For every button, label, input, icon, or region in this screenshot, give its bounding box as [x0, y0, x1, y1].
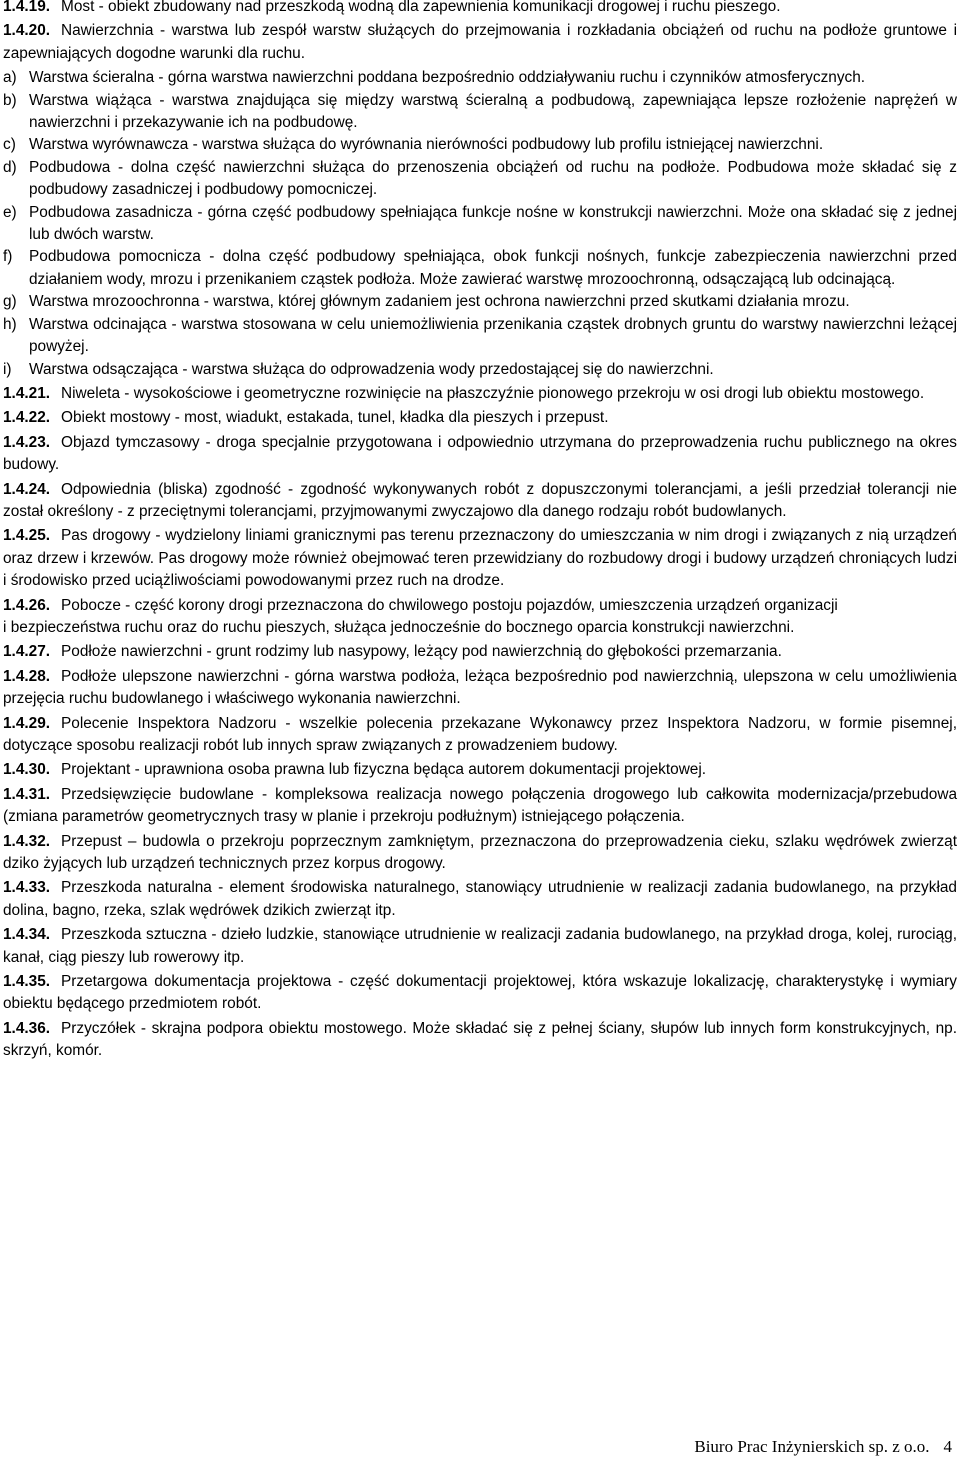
definition-text: - most, wiadukt, estakada, tunel, kładka dla pieszych i przepust.: [170, 409, 609, 427]
sublist-item: [3, 246, 957, 291]
definition-text: - część korony drogi przeznaczona do chwilowego postoju pojazdów, umieszczenia urządzeń organizacji: [120, 596, 838, 614]
definition-text: - obiekt zbudowany nad przeszkodą wodną dla zapewnienia komunikacji drogowej i ruchu pieszego.: [94, 0, 781, 15]
sublist-label: a): [3, 69, 17, 87]
definition-text: - kompleksowa realizacja nowego połączenia drogowego lub całkowita modernizacja/przebudowa (zmiana parametrów geometrycznych trasy w planie i przekroju podłużnym) istniejącego połączenia.: [3, 785, 958, 826]
sublist-label: g): [3, 293, 17, 311]
sublist-text: Podbudowa pomocnicza - dolna część podbudowy spełniająca, obok funkcji nośnych, funkcje zabezpieczenia nawierzchni przed działaniem wody, mrozu i przenikaniem cząstek podłoża. Może zawierać warstwę mrozoochronną, odsączającą lub odcinającą.: [29, 248, 957, 288]
definition-1-4-31: [3, 784, 957, 829]
definition-term: Niweleta: [61, 384, 121, 402]
definition-number: 1.4.24.: [3, 480, 51, 498]
sublist-text: Warstwa ścieralna - górna warstwa nawierzchni poddana bezpośrednio oddziaływaniu ruchu i czynników atmosferycznych.: [29, 69, 866, 87]
definition-text: - skrajna podpora obiektu mostowego. Może składać się z pełnej ściany, słupów lub innych form konstrukcyjnych, np. skrzyń, komór.: [3, 1019, 957, 1060]
definition-1-4-33: [3, 877, 957, 922]
sublist-item: [3, 314, 957, 359]
sublist-label: c): [3, 136, 16, 154]
definition-term: Przedsięwzięcie budowlane: [61, 785, 254, 803]
sublist-label: b): [3, 91, 17, 109]
sublist-nawierzchnia: [3, 67, 957, 381]
sublist-label: h): [3, 315, 17, 333]
definition-text: - zgodność wykonywanych robót z dopuszczonymi tolerancjami, a jeśli przedział tolerancji nie został określony - z przeciętnymi tolerancjami, przyjmowanymi zwyczajowo dla danego rodzaju robót budowlanych.: [3, 480, 957, 520]
definition-1-4-27: [3, 641, 957, 663]
definition-number: 1.4.27.: [3, 643, 51, 661]
definition-1-4-20: [3, 20, 957, 65]
sublist-item: [3, 90, 957, 135]
definition-number: 1.4.34.: [3, 926, 51, 944]
sublist-label: i): [3, 360, 12, 378]
definition-1-4-22: [3, 407, 957, 429]
definition-term: Przeszkoda sztuczna: [61, 926, 207, 944]
sublist-label: f): [3, 248, 13, 266]
sublist-item: [3, 67, 957, 89]
definition-1-4-32: [3, 831, 957, 876]
page-number: 4: [943, 1437, 952, 1456]
definition-text: - wydzielony liniami granicznymi pas terenu przeznaczony do umieszczania w nim drogi i związanych z nią urządzeń oraz drzew i krzewów. Pas drogowy może również obejmować teren przewidziany do rozbudowy drogi i budowy urządzeń chroniących ludzi i środowisko przed uciążliwościami powodowanymi przez ruch na drodze.: [3, 527, 957, 590]
sublist-item: [3, 157, 957, 202]
definition-term: Projektant: [61, 761, 131, 779]
definition-1-4-24: [3, 479, 957, 524]
sublist-item: [3, 134, 957, 156]
definition-term: Przepust: [61, 832, 122, 850]
definition-text: - dzieło ludzkie, stanowiące utrudnienie w realizacji zadania budowlanego, na przykład droga, kolej, rurociąg, kanał, ciąg pieszy lub rowerowy itp.: [3, 926, 957, 966]
definition-number: 1.4.32.: [3, 832, 51, 850]
definition-1-4-23: [3, 432, 957, 477]
definition-term: Most: [61, 0, 95, 15]
definition-text: - grunt rodzimy lub nasypowy, leżący pod nawierzchnią do głębokości przemarzania.: [202, 643, 782, 661]
definition-number: 1.4.26.: [3, 596, 51, 614]
definition-number: 1.4.35.: [3, 973, 51, 991]
definition-1-4-25: [3, 525, 957, 592]
definition-term: Podłoże ulepszone nawierzchni: [61, 667, 279, 685]
definition-text: - uprawniona osoba prawna lub fizyczna będąca autorem dokumentacji projektowej.: [130, 761, 707, 779]
definition-term: Odpowiednia (bliska) zgodność: [61, 480, 281, 498]
definition-term: Pobocze: [61, 596, 121, 614]
footer-company: Biuro Prac Inżynierskich sp. z o.o.: [694, 1437, 930, 1456]
definition-number: 1.4.33.: [3, 879, 51, 897]
sublist-text: Warstwa odcinająca - warstwa stosowana w celu uniemożliwienia przenikania cząstek drobnych gruntu do warstwy nawierzchni leżącej powyżej.: [29, 315, 957, 356]
definition-1-4-29: [3, 713, 957, 758]
definition-number: 1.4.19.: [3, 0, 51, 15]
definition-text: - część dokumentacji projektowej, która wskazuje lokalizację, charakterystykę i wymiary obiektu będącego przedmiotem robót.: [3, 973, 957, 1013]
definition-term: Nawierzchnia: [61, 22, 154, 40]
definition-1-4-36: [3, 1018, 957, 1063]
definition-text: - droga specjalnie przygotowana i odpowiednio utrzymana do przeprowadzenia ruchu publicznego na okres budowy.: [3, 433, 957, 474]
definition-number: 1.4.30.: [3, 761, 51, 779]
definition-term: Przeszkoda naturalna: [61, 879, 212, 897]
sublist-label: d): [3, 158, 17, 176]
definition-term: Objazd tymczasowy: [61, 433, 200, 451]
definition-term: Pas drogowy: [61, 527, 151, 545]
definition-term: Podłoże nawierzchni: [61, 643, 203, 661]
definition-text: - warstwa lub zespół warstw służących do przejmowania i rozkładania obciążeń od ruchu na podłoże gruntowe i zapewniających dogodne warunki dla ruchu.: [3, 22, 957, 62]
sublist-item: [3, 359, 957, 381]
definition-1-4-26: [3, 595, 957, 617]
definition-1-4-21: [3, 383, 957, 405]
definition-text: - górna warstwa podłoża, leżąca bezpośrednio pod nawierzchnią, ulepszona w celu umożliwienia przejęcia ruchu budowlanego i właściwego wykonania nawierzchni.: [3, 667, 957, 708]
definition-number: 1.4.22.: [3, 409, 51, 427]
definition-term: Obiekt mostowy: [61, 409, 171, 427]
sublist-label: e): [3, 203, 17, 221]
document-body: [3, 0, 957, 1065]
definition-text: - wszelkie polecenia przekazane Wykonawcy przez Inspektora Nadzoru, w formie pisemnej, dotyczące sposobu realizacji robót lub innych spraw związanych z prowadzeniem budowy.: [3, 714, 957, 754]
definition-1-4-35: [3, 971, 957, 1016]
definition-number: 1.4.31.: [3, 785, 51, 803]
sublist-item: [3, 291, 957, 313]
definition-1-4-19: [3, 0, 957, 18]
definition-1-4-30: [3, 759, 957, 781]
definition-term: Przetargowa dokumentacja projektowa: [61, 973, 332, 991]
definition-text: - element środowiska naturalnego, stanowiący utrudnienie w realizacji zadania budowlanego, na przykład dolina, bagno, rzeka, szlak wędrówek dzikich zwierząt itp.: [3, 879, 957, 919]
sublist-text: Warstwa mrozoochronna - warstwa, której głównym zadaniem jest ochrona nawierzchni przed skutkami działania mrozu.: [29, 293, 850, 311]
sublist-text: Warstwa wiążąca - warstwa znajdująca się między warstwą ścieralną a podbudową, zapewniająca lepsze rozłożenie naprężeń w nawierzchni i przekazywanie ich na podbudowę.: [29, 91, 957, 132]
definition-number: 1.4.25.: [3, 527, 51, 545]
page-footer: [694, 1436, 952, 1458]
definition-number: 1.4.21.: [3, 384, 51, 402]
definition-number: 1.4.23.: [3, 433, 51, 451]
sublist-text: Podbudowa - dolna część nawierzchni służąca do przenoszenia obciążeń od ruchu na podłoże. Podbudowa może składać się z podbudowy zasadniczej i podbudowy pomocniczej.: [29, 158, 957, 199]
definition-1-4-34: [3, 924, 957, 969]
sublist-text: Podbudowa zasadnicza - górna część podbudowy spełniająca funkcje nośne w konstrukcji nawierzchni. Może ona składać się z jednej lub dwóch warstw.: [29, 203, 957, 244]
definition-text: - wysokościowe i geometryczne rozwinięcie na płaszczyźnie pionowego przekroju w osi drogi lub obiektu mostowego.: [120, 384, 925, 402]
definition-1-4-26-continuation: i bezpieczeństwa ruchu oraz do ruchu pieszych, służąca jednocześnie do bocznego oparcia konstrukcji nawierzchni.: [3, 618, 795, 636]
sublist-text: Warstwa wyrównawcza - warstwa służąca do wyrównania nierówności podbudowy lub profilu istniejącej nawierzchni.: [29, 136, 824, 154]
definition-number: 1.4.20.: [3, 22, 51, 40]
definition-text: – budowla o przekroju poprzecznym zamkniętym, przeznaczona do przeprowadzenia cieku, szlaku wędrówek zwierząt dziko żyjących lub urządzeń technicznych przez korpus drogowy.: [3, 832, 957, 873]
definition-number: 1.4.36.: [3, 1019, 51, 1037]
definition-number: 1.4.29.: [3, 714, 51, 732]
definition-number: 1.4.28.: [3, 667, 51, 685]
sublist-item: [3, 202, 957, 247]
definition-term: Przyczółek: [61, 1019, 136, 1037]
definition-term: Polecenie Inspektora Nadzoru: [61, 714, 277, 732]
sublist-text: Warstwa odsączająca - warstwa służąca do odprowadzenia wody przedostającej się do nawierzchni.: [29, 360, 714, 378]
definition-1-4-28: [3, 666, 957, 711]
